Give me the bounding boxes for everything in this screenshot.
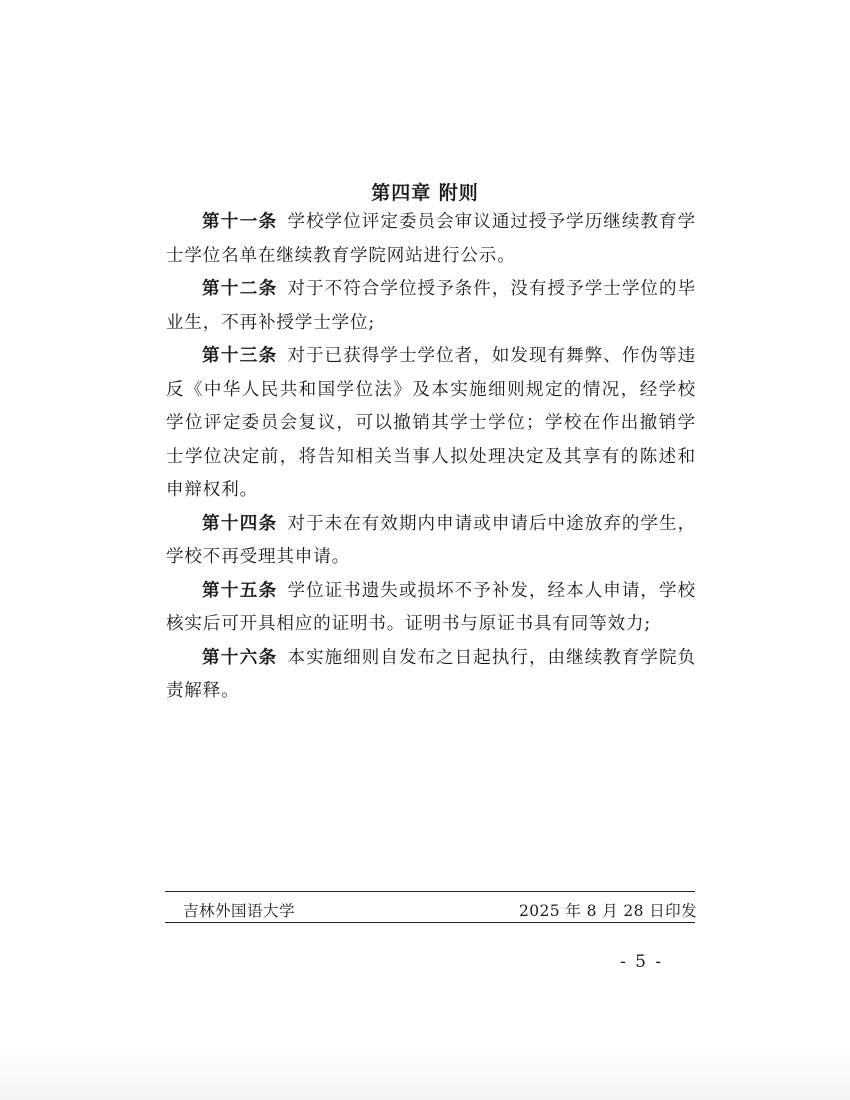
article-15 (166, 575, 696, 642)
footer-bottom-rule (165, 922, 695, 923)
article-text: 对于未在有效期内申请或申请后中途放弃的学生，学校不再受理其申请。 (166, 513, 696, 567)
footer-issuer: 吉林外国语大学 (183, 902, 296, 920)
article-11 (166, 206, 696, 273)
article-text: 对于不符合学位授予条件，没有授予学士学位的毕业生，不再补授学士学位; (166, 279, 696, 333)
article-label: 第十六条 (202, 647, 278, 668)
article-text: 学校学位评定委员会审议通过授予学历继续教育学士学位名单在继续教育学院网站进行公示。 (166, 212, 696, 266)
article-text: 本实施细则自发布之日起执行，由继续教育学院负责解释。 (166, 647, 696, 701)
article-14 (166, 508, 696, 575)
article-label: 第十三条 (202, 346, 278, 366)
article-16 (166, 642, 696, 709)
footer-date: 2025 年 8 月 28 日印发 (519, 902, 697, 920)
article-label: 第十四条 (202, 513, 278, 534)
article-label: 第十一条 (202, 212, 278, 232)
chapter-title: 第四章 附则 (371, 182, 479, 204)
article-text: 学位证书遗失或损坏不予补发，经本人申请，学校核实后可开具相应的证明书。证明书与原证书具有同等效力; (166, 580, 696, 634)
article-13 (166, 340, 696, 508)
article-label: 第十二条 (202, 279, 278, 299)
footer-top-rule (165, 891, 695, 892)
page-number: - 5 - (620, 952, 664, 972)
document-body (166, 206, 696, 709)
article-label: 第十五条 (202, 580, 278, 601)
article-12 (166, 273, 696, 340)
article-text: 对于已获得学士学位者，如发现有舞弊、作伪等违反《中华人民共和国学位法》及本实施细则规定的情况，经学校学位评定委员会复议，可以撤销其学士学位；学校在作出撤销学士学位决定前，将告知相关当事人拟处理决定及其享有的陈述和申辩权利。 (166, 346, 696, 500)
